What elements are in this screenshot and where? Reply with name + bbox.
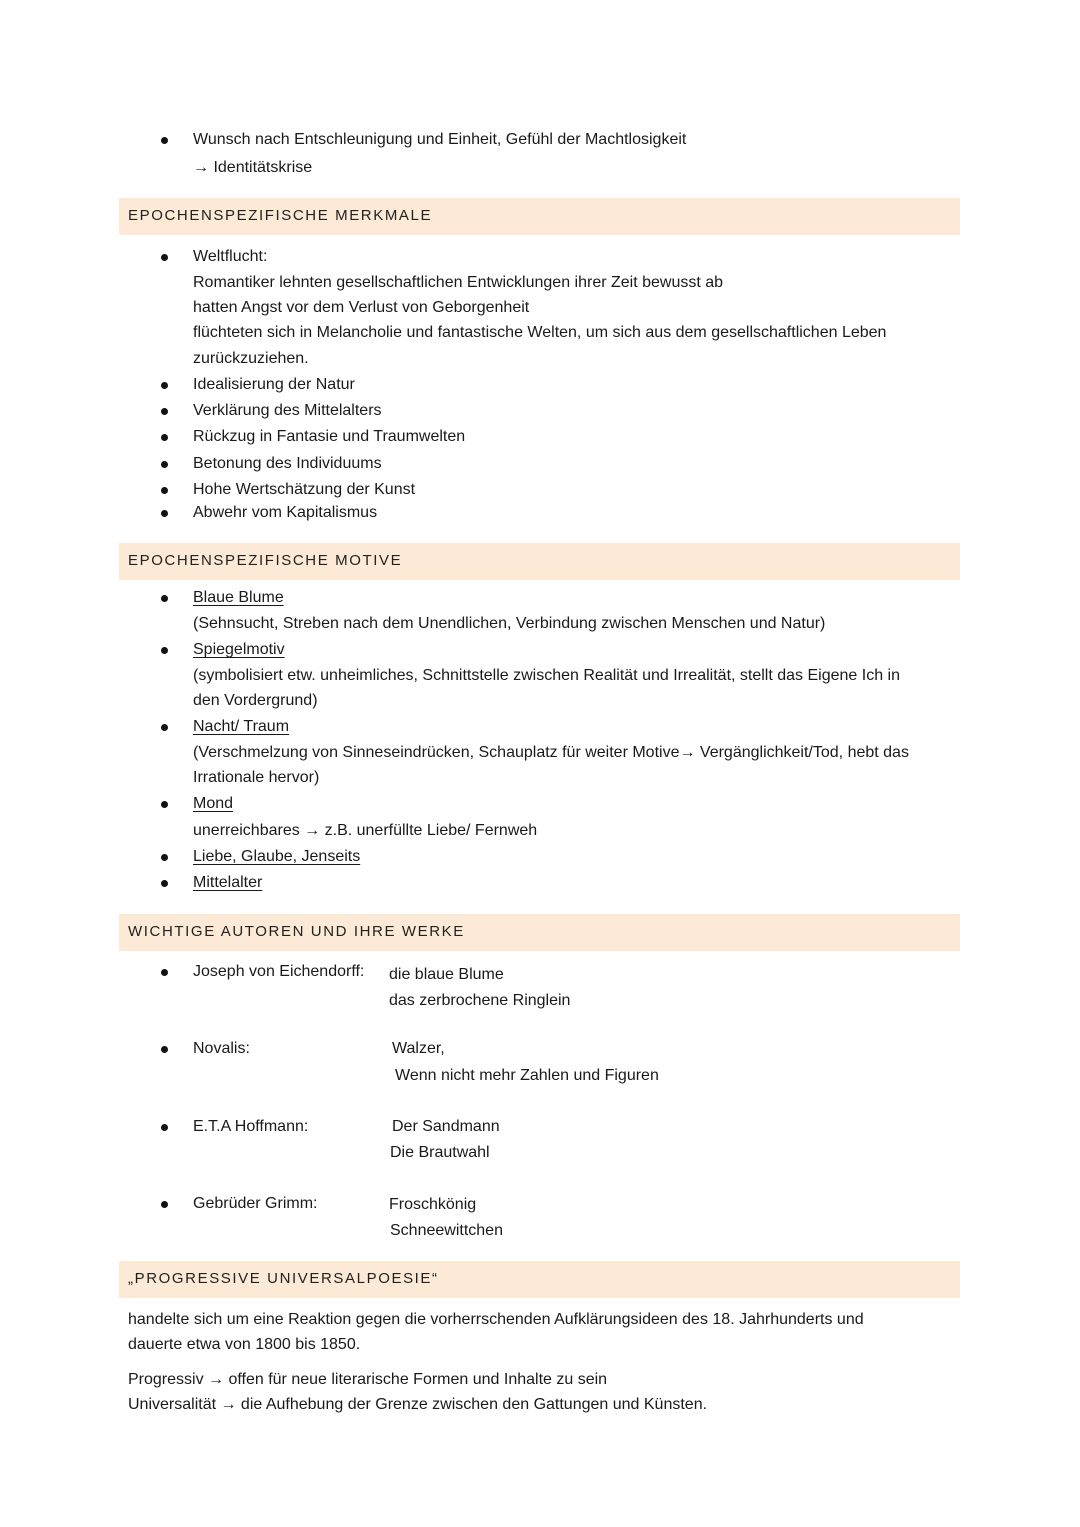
motiv-desc: (symbolisiert etw. unheimliches, Schnittstelle zwischen Realität und Irrealität, stellt das Eigene Ich in — [193, 667, 900, 684]
motiv-mond: Mond — [193, 795, 234, 812]
author-work: Walzer, — [392, 1040, 445, 1057]
bullet-dot — [161, 595, 168, 602]
poesie-paragraph: handelte sich um eine Reaktion gegen die vorherrschenden Aufklärungsideen des 18. Jahrhunderts und — [128, 1311, 864, 1328]
bullet-dot — [161, 408, 168, 415]
bullet-dot — [161, 1046, 168, 1053]
bullet-dot — [161, 801, 168, 808]
author-work: die blaue Blume — [389, 966, 504, 983]
author-work: Wenn nicht mehr Zahlen und Figuren — [395, 1067, 659, 1084]
section-title: WICHTIGE AUTOREN UND IHRE WERKE — [128, 923, 465, 940]
section-title: EPOCHENSPEZIFISCHE MOTIVE — [128, 552, 403, 569]
author-work: Der Sandmann — [392, 1118, 500, 1135]
section-title: „PROGRESSIVE UNIVERSALPOESIE“ — [128, 1270, 439, 1287]
poesie-definition: Universalität → die Aufhebung der Grenze zwischen den Gattungen und Künsten. — [128, 1396, 708, 1413]
bullet-dot — [161, 1201, 168, 1208]
merkmal-item: Hohe Wertschätzung der Kunst — [193, 481, 416, 498]
author-name: Novalis: — [193, 1040, 250, 1057]
motiv-blaue-blume: Blaue Blume — [193, 589, 284, 606]
author-work: Schneewittchen — [390, 1222, 503, 1239]
author-work: Froschkönig — [389, 1196, 477, 1213]
motiv-desc: (Verschmelzung von Sinneseindrücken, Schauplatz für weiter Motive→ Vergänglichkeit/Tod, hebt das — [193, 744, 909, 761]
weltflucht-line: flüchteten sich in Melancholie und fantastische Welten, um sich aus dem gesellschaftlichen Leben — [193, 324, 887, 341]
intro-line: Wunsch nach Entschleunigung und Einheit, Gefühl der Machtlosigkeit — [193, 131, 687, 148]
bullet-dot — [161, 510, 168, 517]
merkmal-item: Rückzug in Fantasie und Traumwelten — [193, 428, 466, 445]
bullet-dot — [161, 647, 168, 654]
author-name: Gebrüder Grimm: — [193, 1195, 318, 1212]
motiv-nacht: Nacht/ Traum — [193, 718, 290, 735]
motiv-liebe: Liebe, Glaube, Jenseits — [193, 848, 361, 865]
bullet-dot — [161, 1124, 168, 1131]
weltflucht-title: Weltflucht: — [193, 248, 268, 265]
section-header-merkmale — [119, 198, 960, 235]
motiv-desc: den Vordergrund) — [193, 692, 318, 709]
section-header-poesie — [119, 1261, 960, 1298]
bullet-dot — [161, 137, 168, 144]
bullet-dot — [161, 382, 168, 389]
motiv-desc: unerreichbares → z.B. unerfüllte Liebe/ Fernweh — [193, 822, 538, 839]
motiv-mittelalter: Mittelalter — [193, 874, 263, 891]
section-header-autoren — [119, 914, 960, 951]
section-title: EPOCHENSPEZIFISCHE MERKMALE — [128, 207, 433, 224]
bullet-dot — [161, 854, 168, 861]
bullet-dot — [161, 487, 168, 494]
merkmal-item: Abwehr vom Kapitalismus — [193, 504, 378, 521]
bullet-dot — [161, 969, 168, 976]
motiv-spiegel: Spiegelmotiv — [193, 641, 285, 658]
merkmal-item: Idealisierung der Natur — [193, 376, 355, 393]
merkmal-item: Betonung des Individuums — [193, 455, 382, 472]
poesie-definition: Progressiv → offen für neue literarische Formen und Inhalte zu sein — [128, 1371, 608, 1388]
weltflucht-line: Romantiker lehnten gesellschaftlichen Entwicklungen ihrer Zeit bewusst ab — [193, 274, 724, 291]
bullet-dot — [161, 880, 168, 887]
author-name: Joseph von Eichendorff: — [193, 963, 365, 980]
author-work: Die Brautwahl — [390, 1144, 490, 1161]
motiv-desc: Irrationale hervor) — [193, 769, 320, 786]
bullet-dot — [161, 724, 168, 731]
bullet-dot — [161, 461, 168, 468]
section-header-motive — [119, 543, 960, 580]
motiv-desc: (Sehnsucht, Streben nach dem Unendlichen, Verbindung zwischen Menschen und Natur) — [193, 615, 826, 632]
author-name: E.T.A Hoffmann: — [193, 1118, 309, 1135]
poesie-paragraph: dauerte etwa von 1800 bis 1850. — [128, 1336, 361, 1353]
weltflucht-line: hatten Angst vor dem Verlust von Geborgenheit — [193, 299, 530, 316]
bullet-dot — [161, 254, 168, 261]
author-work: das zerbrochene Ringlein — [389, 992, 571, 1009]
intro-conclusion: → Identitätskrise — [193, 159, 313, 176]
bullet-dot — [161, 434, 168, 441]
merkmal-item: Verklärung des Mittelalters — [193, 402, 382, 419]
weltflucht-line: zurückzuziehen. — [193, 350, 309, 367]
